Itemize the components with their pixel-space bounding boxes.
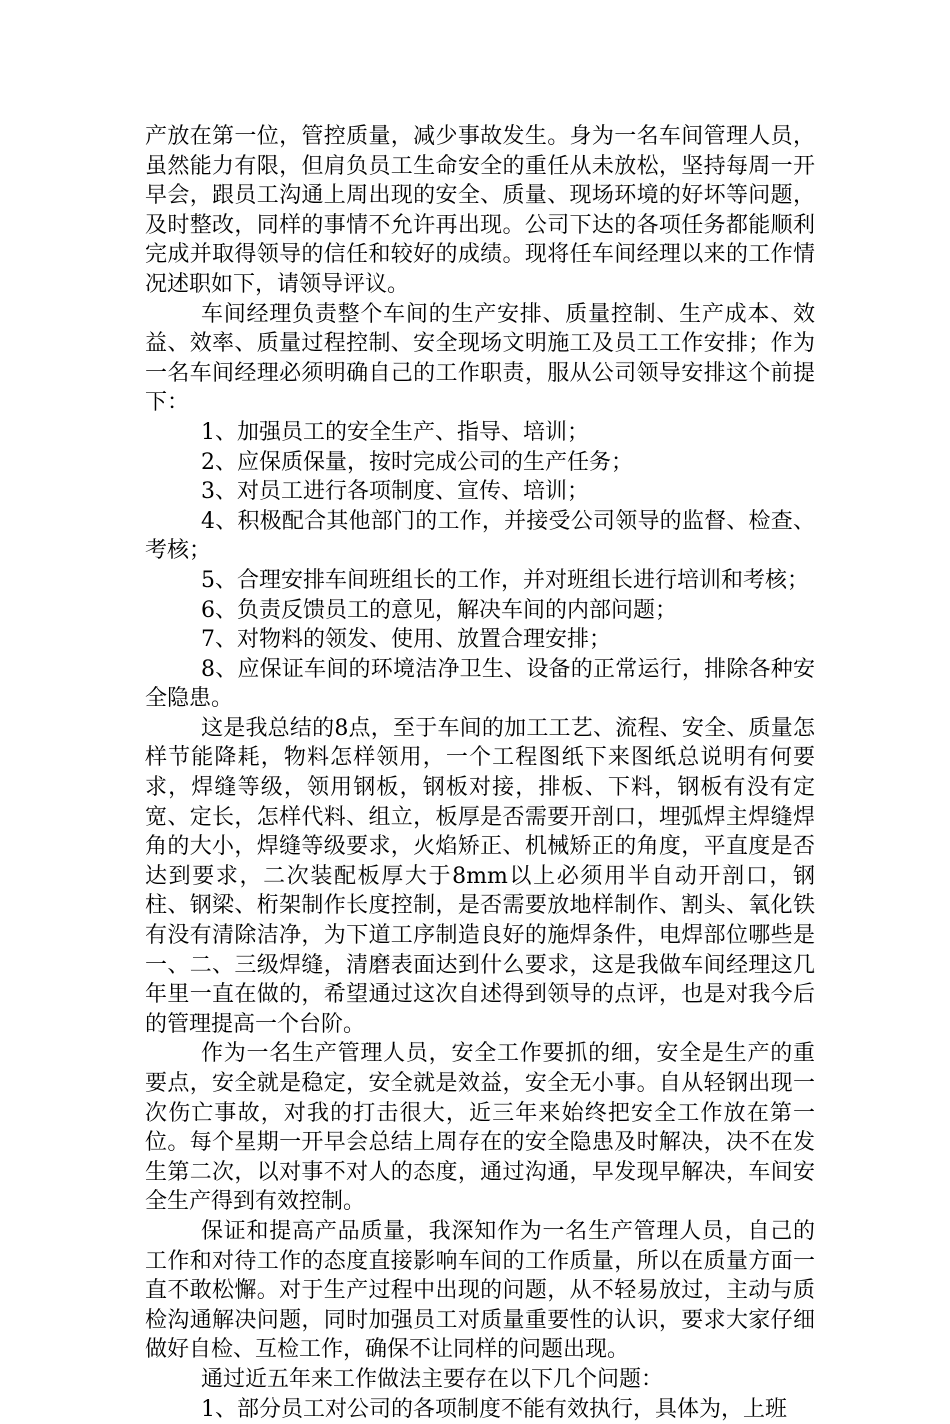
paragraph-safety: 作为一名生产管理人员，安全工作要抓的细，安全是生产的重要点，安全就是稳定，安全就是效益，安全无小事。自从轻钢出现一次伤亡事故，对我的打击很大，近三年来始终把安全工作放在第一位。每个星期一开早会总结上周存在的安全隐患及时解决，决不在发生第二次，以对事不对人的态度，通过沟通，早发现早解决，车间安全生产得到有效控制。	[145, 1041, 815, 1215]
paragraph-intro: 产放在第一位，管控质量，减少事故发生。身为一名车间管理人员，虽然能力有限，但肩负员工生命安全的重任从未放松，坚持每周一开早会，跟员工沟通上周出现的安全、质量、现场环境的好坏等问题，及时整改，同样的事情不允许再出现。公司下达的各项任务都能顺利完成并取得领导的信任和较好的成绩。现将任车间经理以来的工作情况述职如下，请领导评议。	[145, 124, 815, 297]
list-item-5: 5、合理安排车间班组长的工作，并对班组长进行培训和考核；	[201, 567, 809, 593]
paragraph-responsibilities: 车间经理负责整个车间的生产安排、质量控制、生产成本、效益、效率、质量过程控制、安全现场文明施工及员工工作安排；作为一名车间经理必须明确自己的工作职责，服从公司领导安排这个前提下：	[145, 301, 815, 416]
list-item-1: 1、加强员工的安全生产、指导、培训；	[201, 419, 589, 445]
list-item-7: 7、对物料的领发、使用、放置合理安排；	[201, 627, 611, 653]
paragraph-problems-intro: 通过近五年来工作做法主要存在以下几个问题：	[201, 1366, 664, 1392]
problem-item-1: 1、部分员工对公司的各项制度不能有效执行，具体为，上班	[201, 1396, 787, 1422]
list-item-4: 4、积极配合其他部门的工作，并接受公司领导的监督、检查、考核；	[145, 508, 815, 564]
list-item-3: 3、对员工进行各项制度、宣传、培训；	[201, 479, 589, 505]
list-item-8: 8、应保证车间的环境洁净卫生、设备的正常运行，排除各种安全隐患。	[145, 656, 815, 712]
list-item-6: 6、负责反馈员工的意见，解决车间的内部问题；	[201, 597, 677, 623]
list-item-2: 2、应保质保量，按时完成公司的生产任务；	[201, 449, 633, 475]
paragraph-summary: 这是我总结的8点，至于车间的加工工艺、流程、安全、质量怎样节能降耗，物料怎样领用，一个工程图纸下来图纸总说明有何要求，焊缝等级，领用钢板，钢板对接，排板、下料，钢板有没有定宽、定长，怎样代料、组立，板厚是否需要开剖口，埋弧焊主焊缝焊角的大小，焊缝等级要求，火焰矫正、机械矫正的角度，平直度是否达到要求，二次装配板厚大于8mm以上必须用半自动开剖口，钢柱、钢梁、桁架制作长度控制，是否需要放地样制作、割头、氧化铁有没有清除洁净，为下道工序制造良好的施焊条件，电焊部位哪些是一、二、三级焊缝，清磨表面达到什么要求，这是我做车间经理这几年里一直在做的，希望通过这次自述得到领导的点评，也是对我今后的管理提高一个台阶。	[145, 715, 815, 1037]
paragraph-quality: 保证和提高产品质量，我深知作为一名生产管理人员，自己的工作和对待工作的态度直接影响车间的工作质量，所以在质量方面一直不敢松懈。对于生产过程中出现的问题，从不轻易放过，主动与质检沟通解决问题，同时加强员工对质量重要性的认识，要求大家仔细做好自检、互检工作，确保不让同样的问题出现。	[145, 1218, 815, 1363]
document-body	[145, 122, 815, 1424]
